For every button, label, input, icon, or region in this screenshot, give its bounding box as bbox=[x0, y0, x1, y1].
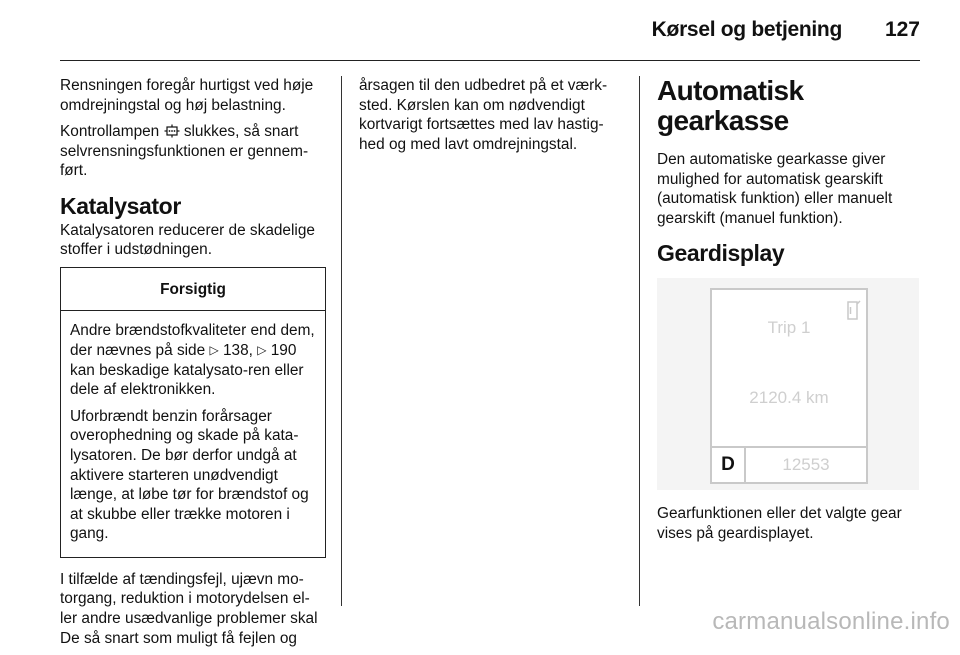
page-ref-190[interactable]: 190 bbox=[270, 341, 297, 359]
caution-text-1: Andre brændstofkvaliteter end dem, der nævnes på side bbox=[70, 322, 315, 359]
column-1 bbox=[60, 76, 326, 655]
heading-katalysator: Katalysator bbox=[60, 192, 181, 219]
heading-automatisk-gearkasse: Automatisk gearkasse bbox=[657, 75, 804, 136]
control-lamp-text-after: slukkes, så snart selvrensningsfunktionen er gennem-ført. bbox=[60, 123, 309, 180]
column-3 bbox=[657, 76, 923, 550]
triangle-right-icon: ▷ bbox=[257, 342, 267, 357]
paragraph-gearbox-intro: Den automatiske gearkasse giver mulighed for automatisk gearskift (automatisk funktion) eller manuelt gearskift (manuel funktion). bbox=[657, 151, 893, 227]
exhaust-filter-lamp-icon bbox=[164, 124, 180, 138]
paragraph-control-lamp bbox=[60, 122, 326, 181]
column-divider-2 bbox=[639, 76, 640, 606]
caution-box bbox=[60, 267, 326, 558]
paragraph-workshop: årsagen til den udbedret på et værk-sted. Kørslen kan om nødvendigt kortvarigt fortsættes med lav hastig-hed og med lavt omdrejningstal. bbox=[359, 77, 608, 153]
column-divider-1 bbox=[341, 76, 342, 606]
paragraph-katalysator: Katalysatoren reducerer de skadelige stoffer i udstødningen. bbox=[60, 221, 315, 259]
paragraph-ignition-faults: I tilfælde af tændingsfejl, ujævn mo-torgang, reduktion i motorydelsen el-ler andre usædvanlige problemer skal De så snart som muligt få fejlen og bbox=[60, 570, 318, 647]
page-number: 127 bbox=[884, 18, 920, 41]
geardisplay-screen bbox=[710, 288, 868, 484]
display-odometer: 12553 bbox=[782, 454, 830, 474]
caution-paragraph-2: Uforbrændt benzin forårsager overophedning og skade på kata-lysatoren. De bør derfor undgå at aktivere starteren unødvendigt længe, at løbe tør for brændstof og at skubbe eller trække motoren i gang. bbox=[70, 407, 309, 543]
triangle-right-icon: ▷ bbox=[209, 342, 219, 357]
paragraph-gear-function: Gearfunktionen eller det valgte gear vises på geardisplayet. bbox=[657, 504, 902, 542]
fuel-pump-icon bbox=[847, 298, 861, 320]
caution-paragraph-1 bbox=[70, 321, 316, 399]
caution-heading: Forsigtig bbox=[61, 268, 325, 312]
display-gear-indicator: D bbox=[712, 448, 746, 482]
header-divider bbox=[60, 60, 920, 61]
display-trip-distance: 2120.4 km bbox=[749, 387, 829, 407]
page-ref-138[interactable]: 138, bbox=[222, 341, 253, 359]
display-bottom-row bbox=[712, 446, 866, 482]
paragraph-cleaning: Rensningen foregår hurtigst ved høje omdrejningstal og høj belastning. bbox=[60, 77, 314, 114]
page-title: Kørsel og betjening bbox=[651, 18, 842, 41]
page-header bbox=[0, 0, 960, 62]
caution-text-2: kan beskadige katalysato-ren eller dele af elektronikken. bbox=[70, 361, 304, 399]
caution-body bbox=[61, 311, 325, 557]
heading-geardisplay: Geardisplay bbox=[657, 240, 785, 267]
display-trip-label: Trip 1 bbox=[767, 317, 811, 337]
geardisplay-figure bbox=[657, 278, 919, 490]
control-lamp-text-before: Kontrollampen bbox=[60, 123, 160, 141]
watermark: carmanualsonline.info bbox=[712, 608, 950, 635]
column-2 bbox=[359, 76, 621, 161]
